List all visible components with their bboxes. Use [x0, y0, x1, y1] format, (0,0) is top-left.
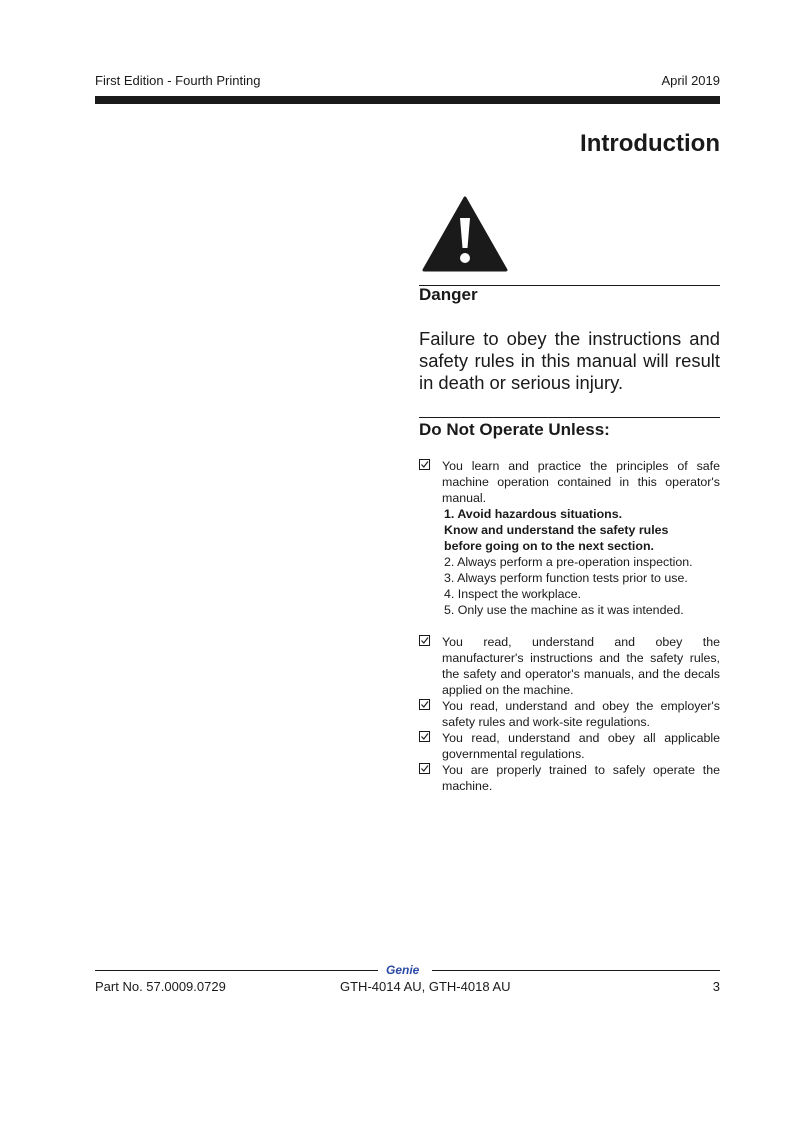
footer-part-number: Part No. 57.0009.0729 — [95, 979, 226, 994]
list-item-text: You read, understand and obey the manufacturer's instructions and the safety rules, the safety and operator's manuals, and the decals applied on the machine. — [442, 635, 720, 697]
list-item — [419, 762, 720, 794]
checkbox-icon — [419, 635, 430, 646]
step-item: 2. Always perform a pre-operation inspection. — [444, 555, 693, 569]
checkbox-icon — [419, 731, 430, 742]
steps-list — [442, 506, 720, 618]
step-item: 3. Always perform function tests prior to use. — [444, 571, 688, 585]
section-rule — [419, 417, 720, 418]
danger-text: Failure to obey the instructions and safety rules in this manual will result in death or serious injury. — [419, 328, 720, 393]
checkbox-icon — [419, 459, 430, 470]
footer-rule-right — [432, 970, 720, 971]
checkbox-icon — [419, 699, 430, 710]
list-item-text: You read, understand and obey the employer's safety rules and work-site regulations. — [442, 699, 720, 729]
header-rule — [95, 96, 720, 104]
list-item — [419, 698, 720, 730]
list-item-text: You are properly trained to safely operate the machine. — [442, 763, 720, 793]
list-item — [419, 730, 720, 762]
step-item: Know and understand the safety rules — [444, 523, 669, 537]
list-item — [419, 634, 720, 698]
warning-triangle-icon — [422, 196, 508, 272]
footer-models: GTH-4014 AU, GTH-4018 AU — [340, 979, 511, 994]
header-date: April 2019 — [661, 73, 720, 88]
list-item-text: You read, understand and obey all applicable governmental regulations. — [442, 731, 720, 761]
brand-logo: Genie — [386, 963, 420, 977]
header-edition: First Edition - Fourth Printing — [95, 73, 261, 88]
list-item-text: You learn and practice the principles of safe machine operation contained in this operator's manual. — [442, 459, 720, 505]
page-title: Introduction — [580, 130, 720, 157]
footer-page-number: 3 — [712, 979, 720, 994]
step-item: before going on to the next section. — [444, 539, 654, 553]
danger-heading: Danger — [419, 285, 478, 304]
conditions-list — [419, 458, 720, 794]
do-not-operate-heading: Do Not Operate Unless: — [419, 420, 610, 439]
list-item — [419, 458, 720, 618]
checkbox-icon — [419, 763, 430, 774]
step-item: 5. Only use the machine as it was intended. — [444, 603, 684, 617]
step-item: 4. Inspect the workplace. — [444, 587, 582, 601]
footer-rule-left — [95, 970, 378, 971]
step-item: 1. Avoid hazardous situations. — [444, 507, 623, 521]
